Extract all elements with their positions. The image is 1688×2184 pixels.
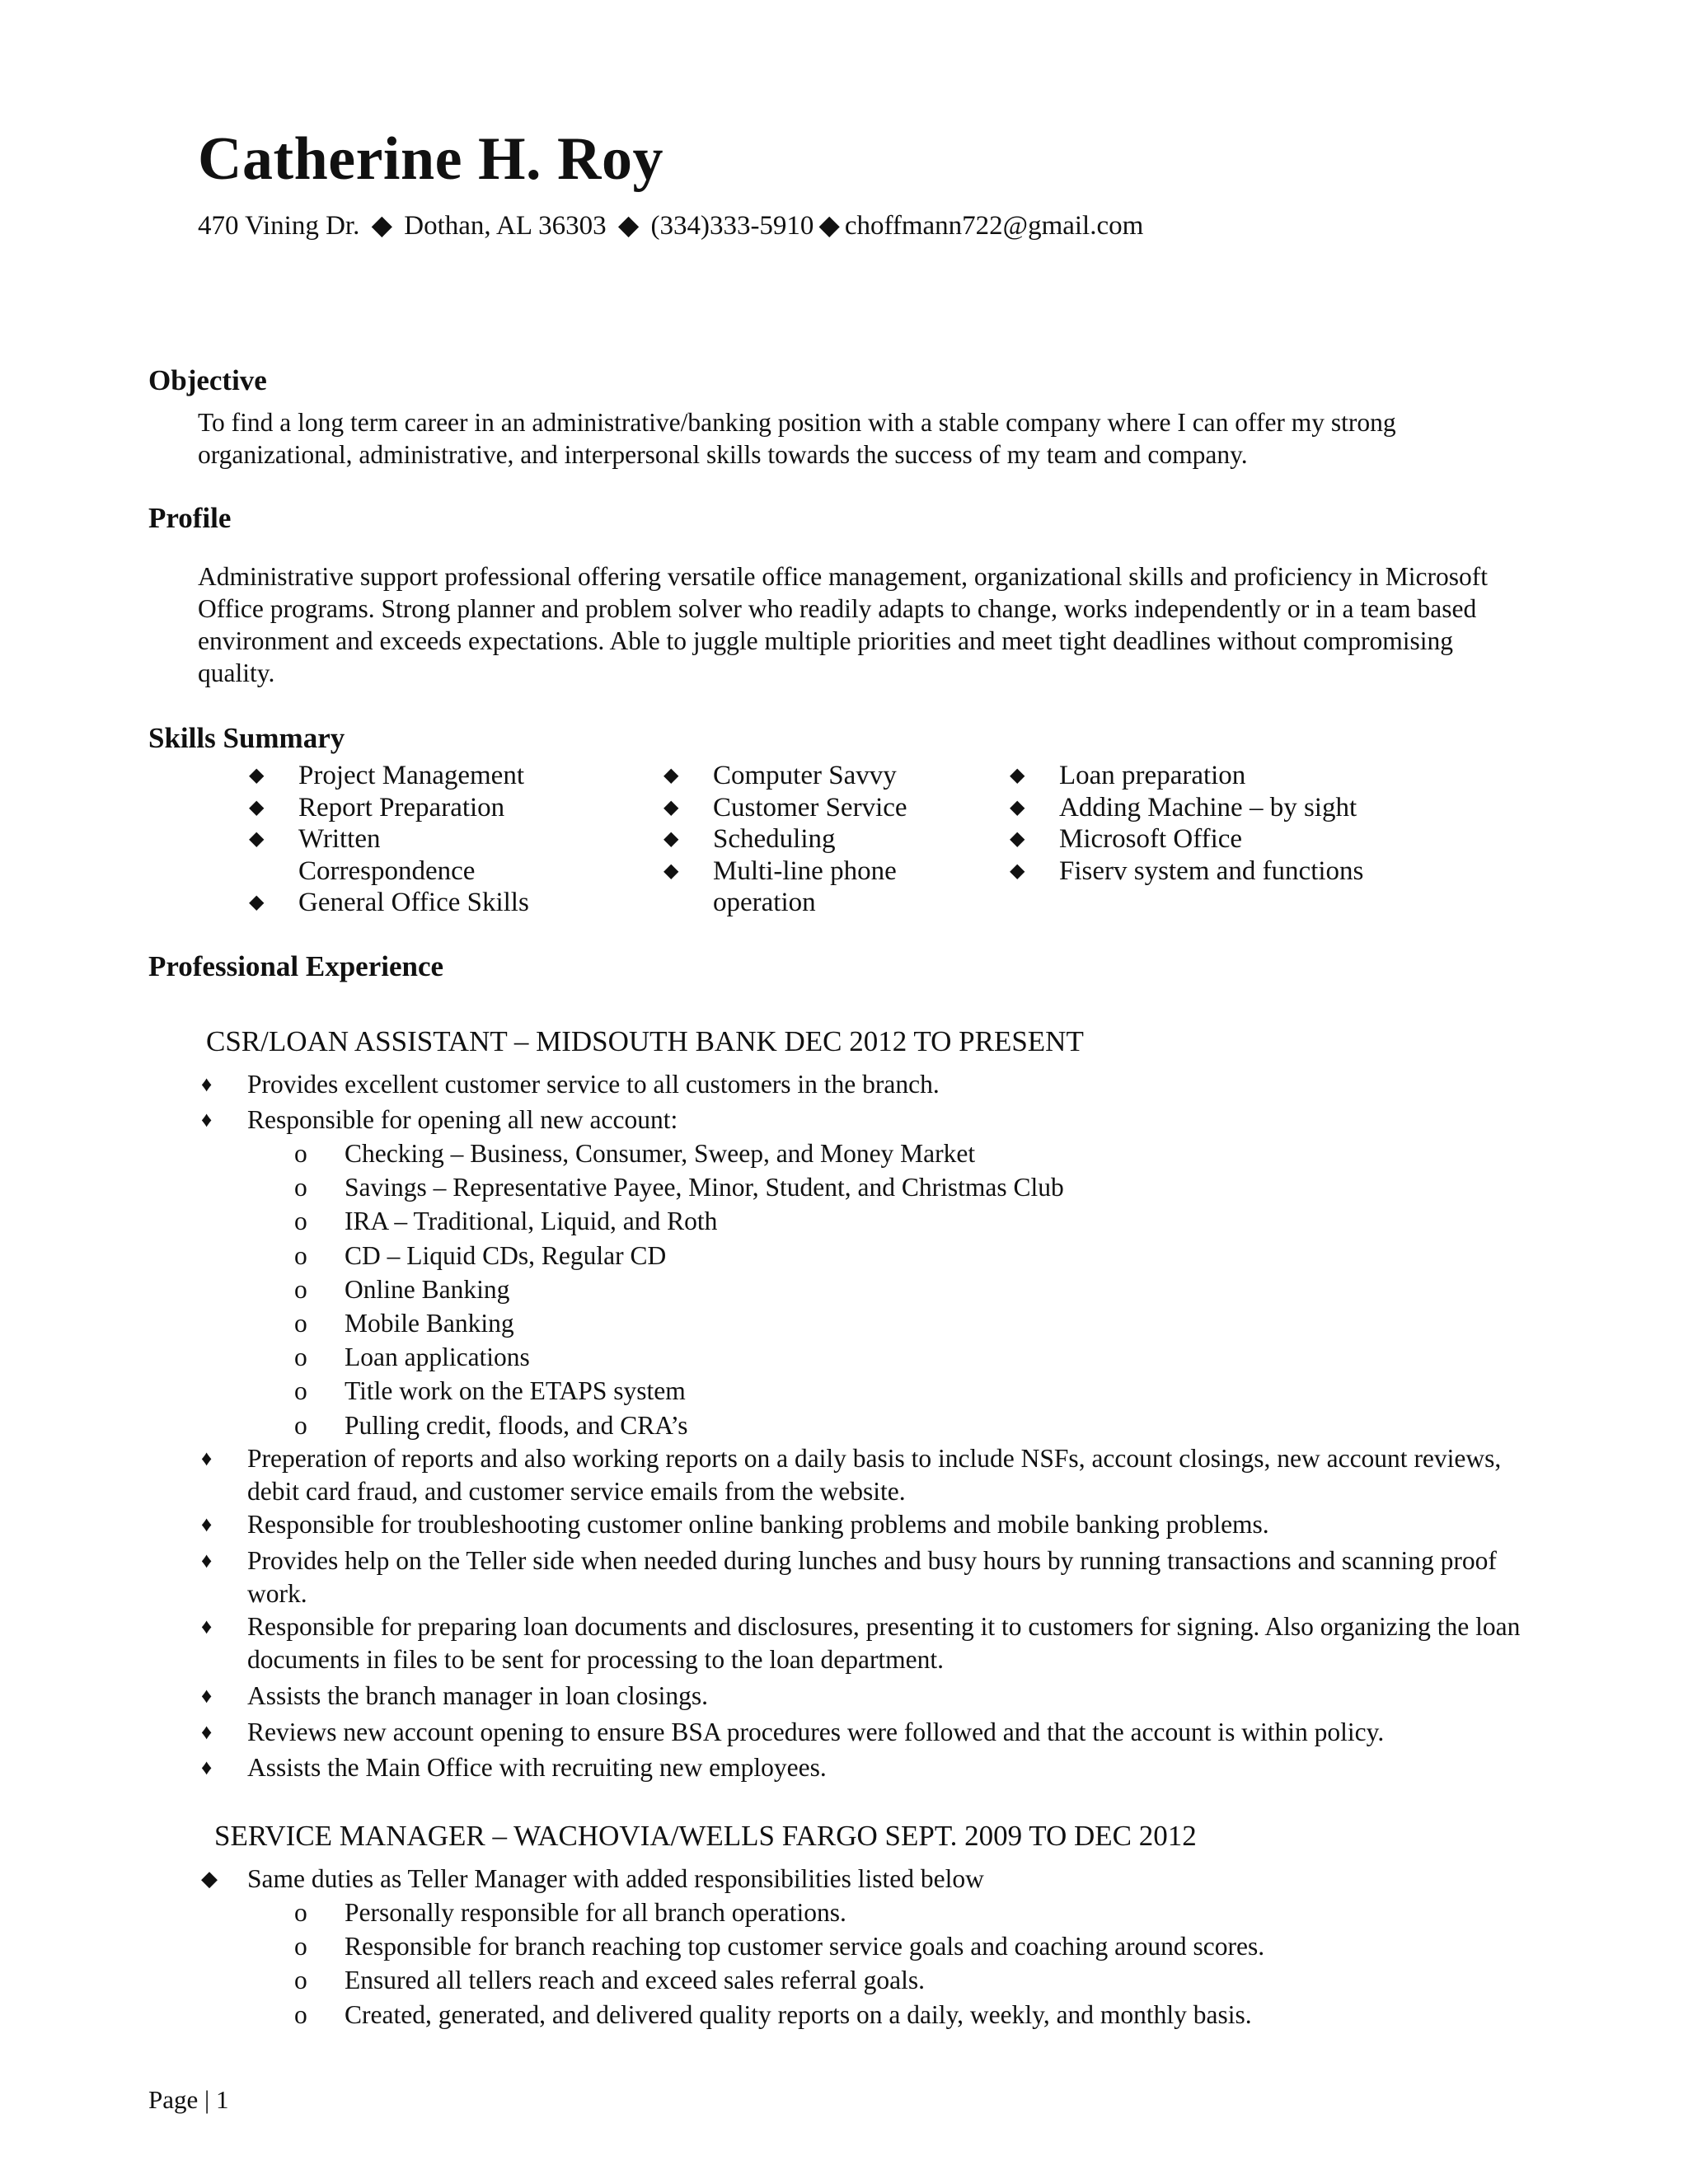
list-item: [201, 1068, 1550, 1101]
separator-diamond: ◆: [617, 211, 640, 241]
bullet-diamond: ◆: [663, 828, 679, 850]
sub-list-item-text: Title work on the ETAPS system: [345, 1376, 686, 1406]
bullet-diamond: ♦: [201, 1511, 213, 1536]
separator-diamond: ◆: [818, 211, 840, 241]
bullet-diamond: ◆: [201, 1867, 218, 1891]
skill-label: Adding Machine – by sight: [1059, 792, 1357, 823]
sub-list-item: [201, 1306, 1550, 1340]
bullet-diamond: ◆: [1010, 860, 1025, 882]
list-item-text: Reviews new account opening to ensure BSA procedures were followed and that the account is within policy.: [247, 1717, 1385, 1746]
skill-item: [249, 823, 546, 887]
skills-column-3: [1010, 760, 1405, 887]
skills-column-2: [663, 760, 960, 919]
bullet-diamond: ◆: [249, 892, 265, 913]
bullet-diamond: ♦: [201, 1108, 213, 1132]
bullet-circle: o: [294, 1173, 307, 1202]
objective-text: To find a long term career in an administrative/banking position with a stable company where I can offer my strong organizational, administrative, and interpersonal skills towards the success of my team and company.: [198, 408, 1396, 469]
sub-list-item: [201, 1929, 1550, 1963]
bullet-circle: o: [294, 1309, 307, 1338]
phone: (334)333-5910: [650, 211, 814, 241]
skill-label: Scheduling: [713, 824, 836, 854]
bullet-diamond: ♦: [201, 1614, 213, 1638]
bullet-diamond: ◆: [1010, 796, 1025, 818]
separator-diamond: ◆: [371, 211, 392, 241]
sub-list-item: [201, 1998, 1550, 2032]
skill-item: [249, 887, 546, 919]
bullet-diamond: ♦: [201, 1446, 213, 1470]
skill-item: [1010, 792, 1405, 824]
sub-list-item-text: IRA – Traditional, Liquid, and Roth: [345, 1207, 718, 1236]
candidate-name: Catherine H. Roy: [198, 125, 663, 193]
list-item: [201, 1104, 1550, 1137]
bullet-diamond: ◆: [1010, 828, 1025, 850]
bullet-diamond: ♦: [201, 1548, 213, 1572]
email: choffmann722@gmail.com: [844, 211, 1144, 241]
bullet-circle: o: [294, 1999, 307, 2029]
skill-label: Report Preparation: [298, 792, 505, 823]
sub-list-item: [201, 1963, 1550, 1997]
skill-label: Loan preparation: [1059, 761, 1246, 790]
bullet-diamond: ♦: [201, 1755, 213, 1779]
list-item-text: Same duties as Teller Manager with added responsibilities listed below: [247, 1864, 984, 1893]
skill-item: [663, 792, 960, 824]
list-item-text: Preperation of reports and also working reports on a daily basis to include NSFs, account closings, new account reviews, debit card fraud, and customer service emails from the website.: [247, 1443, 1502, 1506]
sub-list-item-text: Responsible for branch reaching top customer service goals and coaching around scores.: [345, 1932, 1265, 1961]
skill-item: [663, 855, 919, 919]
bullet-diamond: ◆: [249, 828, 265, 850]
skill-label: Project Management: [298, 761, 524, 790]
bullet-circle: o: [294, 1274, 307, 1304]
list-item-text: Provides help on the Teller side when needed during lunches and busy hours by running transactions and scanning proof work.: [247, 1545, 1497, 1608]
sub-list-item-text: Online Banking: [345, 1274, 510, 1304]
sub-list-item: [201, 1374, 1550, 1408]
job-title-wachovia: SERVICE MANAGER – WACHOVIA/WELLS FARGO SEPT. 2009 TO DEC 2012: [214, 1820, 1197, 1852]
list-item: [201, 1442, 1550, 1508]
sub-list-item-text: Created, generated, and delivered quality reports on a daily, weekly, and monthly basis.: [345, 1999, 1252, 2029]
skill-label: Customer Service: [713, 792, 907, 823]
skill-item: [1010, 760, 1405, 792]
sub-list-item: [201, 1239, 1550, 1272]
list-item: [201, 1544, 1550, 1610]
sub-list-item: [201, 1340, 1550, 1374]
skill-label: Multi-line phone operation: [713, 855, 897, 917]
list-item-text: Provides excellent customer service to all customers in the branch.: [247, 1070, 940, 1099]
bullet-circle: o: [294, 1898, 307, 1927]
bullet-diamond: ◆: [249, 765, 265, 786]
skill-label: Written Correspondence: [298, 824, 476, 886]
bullet-circle: o: [294, 1376, 307, 1406]
skills-column-1: [249, 760, 546, 919]
skill-label: Computer Savvy: [713, 761, 897, 790]
list-item: [201, 1508, 1550, 1541]
bullet-diamond: ♦: [201, 1719, 213, 1744]
list-item: [201, 1716, 1550, 1749]
sub-list-item: [201, 1170, 1550, 1204]
city-state-zip: Dothan, AL 36303: [404, 211, 607, 241]
job2-bullet-list: [201, 1863, 1550, 2032]
sub-list-item-text: Loan applications: [345, 1343, 530, 1372]
list-item: [201, 1863, 1550, 1896]
profile-text: Administrative support professional offering versatile office management, organizational skills and proficiency in Microsoft Office programs. Strong planner and problem solver who readily adapts to change, works independently or in a team based environment and exceeds expectations. Able to juggle multiple priorities and meet tight deadlines without compromising quality.: [198, 562, 1488, 687]
list-item-text: Responsible for opening all new account:: [247, 1105, 678, 1134]
bullet-diamond: ◆: [663, 860, 679, 882]
bullet-circle: o: [294, 1139, 307, 1168]
bullet-circle: o: [294, 1240, 307, 1270]
skill-item: [249, 760, 546, 792]
sub-list-item-text: CD – Liquid CDs, Regular CD: [345, 1240, 667, 1270]
list-item-text: Assists the branch manager in loan closings.: [247, 1680, 709, 1710]
sub-list-item-text: Mobile Banking: [345, 1309, 514, 1338]
list-item: [201, 1610, 1550, 1676]
sub-list-item: [201, 1896, 1550, 1929]
sub-list-item: [201, 1137, 1550, 1170]
section-heading-skills: Skills Summary: [148, 722, 345, 754]
bullet-circle: o: [294, 1932, 307, 1961]
sub-list-item: [201, 1408, 1550, 1442]
bullet-circle: o: [294, 1966, 307, 1995]
sub-list-item-text: Savings – Representative Payee, Minor, Student, and Christmas Club: [345, 1173, 1064, 1202]
bullet-diamond: ◆: [1010, 765, 1025, 786]
page-footer: Page | 1: [148, 2085, 229, 2114]
section-heading-experience: Professional Experience: [148, 950, 444, 982]
section-heading-objective: Objective: [148, 364, 267, 396]
contact-line: [198, 209, 1143, 243]
sub-list-item: [201, 1204, 1550, 1238]
job1-bullet-list: [201, 1068, 1550, 1784]
bullet-diamond: ◆: [663, 796, 679, 818]
skill-label: Fiserv system and functions: [1059, 855, 1364, 886]
skill-item: [1010, 855, 1405, 888]
bullet-diamond: ♦: [201, 1072, 213, 1096]
list-item-text: Responsible for troubleshooting customer online banking problems and mobile banking problems.: [247, 1509, 1269, 1539]
list-item: [201, 1751, 1550, 1784]
bullet-circle: o: [294, 1207, 307, 1236]
sub-list-item-text: Pulling credit, floods, and CRA’s: [345, 1410, 688, 1440]
sub-list-item-text: Checking – Business, Consumer, Sweep, and Money Market: [345, 1139, 976, 1168]
skill-item: [249, 792, 546, 824]
bullet-diamond: ◆: [663, 765, 679, 786]
list-item-text: Responsible for preparing loan documents and disclosures, presenting it to customers for signing. Also organizing the loan documents in files to be sent for processing to the loan department.: [247, 1611, 1521, 1674]
skill-item: [663, 760, 960, 792]
skill-item: [1010, 823, 1405, 855]
sub-list-item: [201, 1272, 1550, 1306]
skill-label: General Office Skills: [298, 888, 529, 917]
sub-list-item-text: Ensured all tellers reach and exceed sales referral goals.: [345, 1966, 926, 1995]
skill-item: [663, 823, 960, 855]
address: 470 Vining Dr.: [198, 211, 360, 241]
list-item-text: Assists the Main Office with recruiting new employees.: [247, 1752, 827, 1782]
list-item: [201, 1680, 1550, 1713]
bullet-circle: o: [294, 1410, 307, 1440]
bullet-diamond: ◆: [249, 796, 265, 818]
sub-list-item-text: Personally responsible for all branch operations.: [345, 1898, 846, 1927]
bullet-circle: o: [294, 1343, 307, 1372]
job-title-midsouth: CSR/LOAN ASSISTANT – MIDSOUTH BANK DEC 2012 TO PRESENT: [206, 1025, 1084, 1057]
bullet-diamond: ♦: [201, 1683, 213, 1708]
skill-label: Microsoft Office: [1059, 824, 1243, 854]
section-heading-profile: Profile: [148, 502, 232, 534]
